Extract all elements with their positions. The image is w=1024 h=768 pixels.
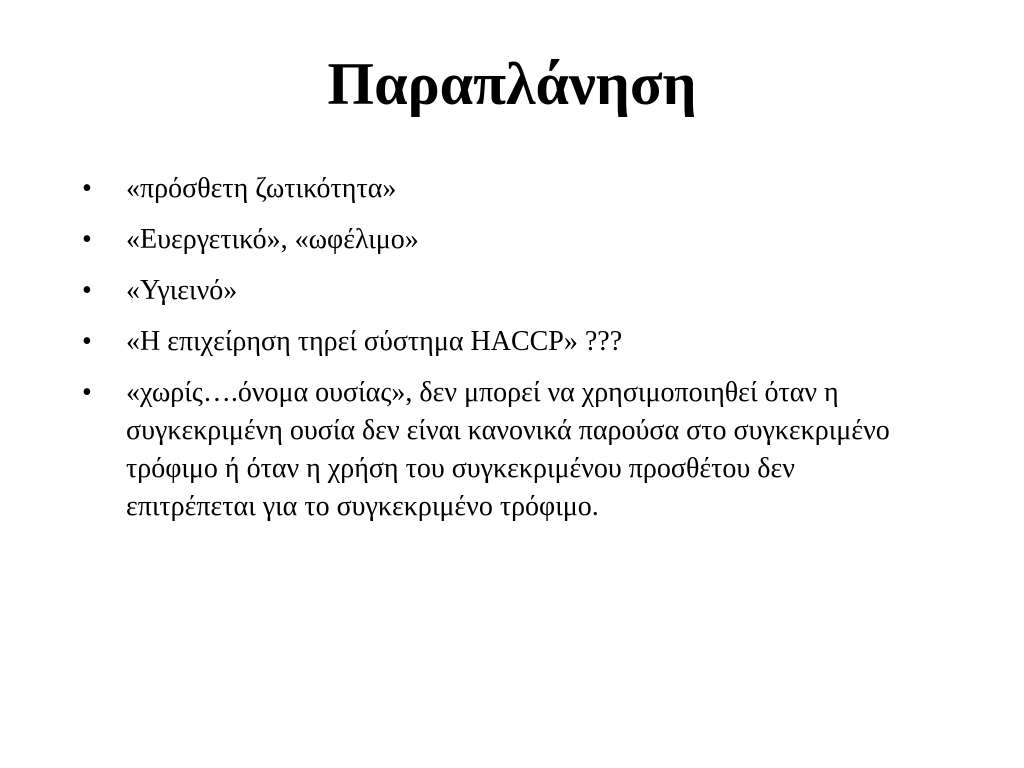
bullet-item (82, 221, 922, 259)
bullet-text: «Ευεργετικό», «ωφέλιμο» (126, 224, 419, 255)
slide-title: Παραπλάνηση (327, 51, 697, 117)
bullet-text: «Υγιεινό» (126, 275, 238, 306)
bullet-text: «πρόσθετη ζωτικότητα» (126, 173, 397, 204)
bullet-icon: • (82, 224, 92, 255)
bullet-list (82, 170, 922, 539)
bullet-item (82, 272, 922, 310)
bullet-text: «χωρίς….όνομα ουσίας», δεν μπορεί να χρησιμοποιηθεί όταν η συγκεκριμένη ουσία δεν είναι κανονικά παρούσα στο συγκεκριμένο τρόφιμο ή όταν η χρήση του συγκεκριμένου προσθέτου δεν επιτρέπεται για το συγκεκριμένο τρόφιμο. (126, 377, 890, 522)
bullet-icon: • (82, 326, 92, 357)
bullet-item (82, 323, 922, 361)
bullet-item (82, 170, 922, 208)
bullet-icon: • (82, 275, 92, 306)
bullet-icon: • (82, 377, 92, 408)
bullet-text: «Η επιχείρηση τηρεί σύστημα HACCP» ??? (126, 326, 623, 357)
bullet-item (82, 374, 922, 526)
bullet-icon: • (82, 173, 92, 204)
